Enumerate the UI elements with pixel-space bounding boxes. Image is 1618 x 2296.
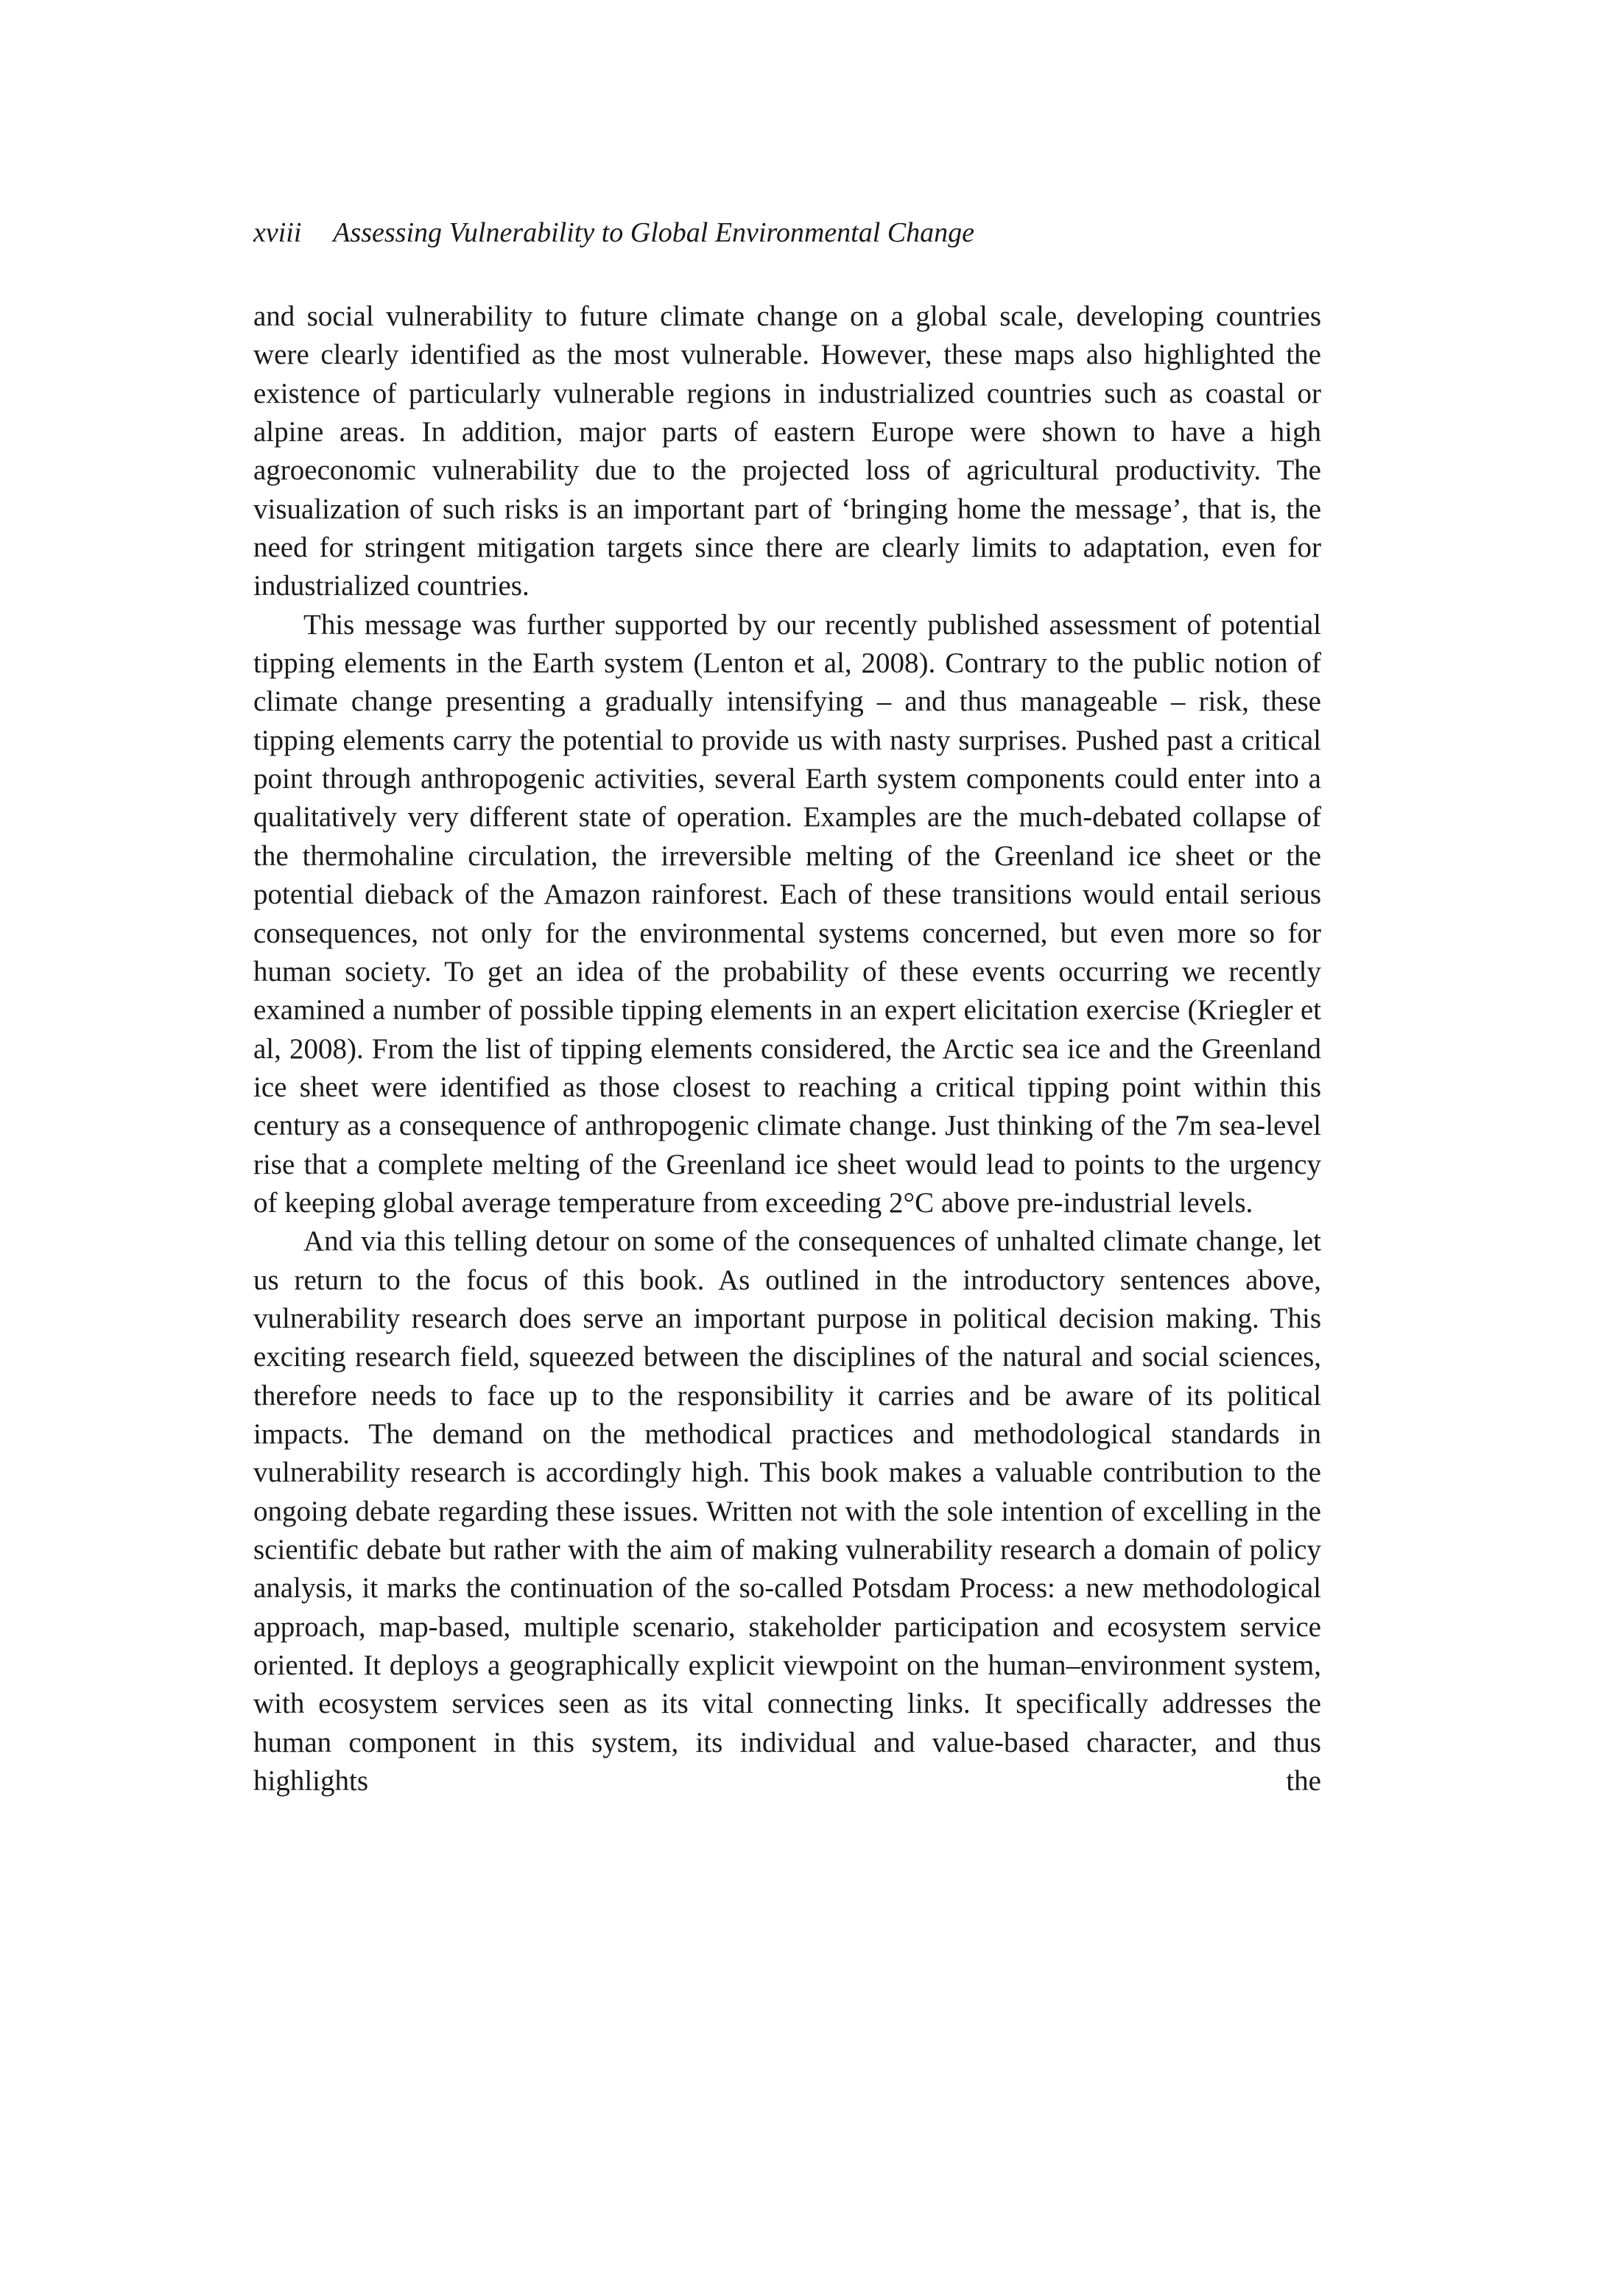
body-text bbox=[253, 297, 1321, 1800]
paragraph: and social vulnerability to future climate change on a global scale, developing countries were clearly identified as the most vulnerable. However, these maps also highlighted the existence of particularly vulnerable regions in industrialized countries such as coastal or alpine areas. In addition, major parts of eastern Europe were shown to have a high agroeconomic vulnerability due to the projected loss of agricultural productivity. The visualization of such risks is an important part of ‘bringing home the message’, that is, the need for stringent mitigation targets since there are clearly limits to adaptation, even for industrialized countries. bbox=[253, 300, 1321, 602]
book-title: Assessing Vulnerability to Global Environmental Change bbox=[333, 217, 974, 248]
paragraph: This message was further supported by our recently published assessment of potential tipping elements in the Earth system (Lenton et al, 2008). Contrary to the public notion of climate change presenting a gradually intensifying – and thus manageable – risk, these tipping elements carry the potential to provide us with nasty surprises. Pushed past a critical point through anthropogenic activities, several Earth system components could enter into a qualitatively very different state of operation. Examples are the much-debated collapse of the thermohaline circulation, the irreversible melting of the Greenland ice sheet or the potential dieback of the Amazon rainforest. Each of these transitions would entail serious consequences, not only for the environmental systems concerned, but even more so for human society. To get an idea of the probability of these events occurring we recently examined a number of possible tipping elements in an expert elicitation exercise (Kriegler et al, 2008). From the list of tipping elements considered, the Arctic sea ice and the Greenland ice sheet were identified as those closest to reaching a critical tipping point within this century as a consequence of anthropogenic climate change. Just thinking of the 7m sea-level rise that a complete melting of the Greenland ice sheet would lead to points to the urgency of keeping global average temperature from exceeding 2°C above pre-industrial levels. bbox=[253, 608, 1321, 1219]
page-number: xviii bbox=[253, 217, 302, 248]
running-head bbox=[253, 211, 1321, 255]
paragraph: And via this telling detour on some of the consequences of unhalted climate change, let us return to the focus of this book. As outlined in the introductory sentences above, vulnerability research does serve an important purpose in political decision making. This exciting research field, squeezed between the disciplines of the natural and social sciences, therefore needs to face up to the responsibility it carries and be aware of its political impacts. The demand on the methodical practices and methodological standards in vulnerability research is accordingly high. This book makes a valuable contribution to the ongoing debate regarding these issues. Written not with the sole intention of excelling in the scientific debate but rather with the aim of making vulnerability research a domain of policy analysis, it marks the continuation of the so-called Potsdam Process: a new methodological approach, map-based, multiple scenario, stakeholder participation and ecosystem service oriented. It deploys a geographically explicit viewpoint on the human–environment system, with ecosystem services seen as its vital connecting links. It specifically addresses the human component in this system, its individual and value-based character, and thus highlights the bbox=[253, 1225, 1321, 1797]
